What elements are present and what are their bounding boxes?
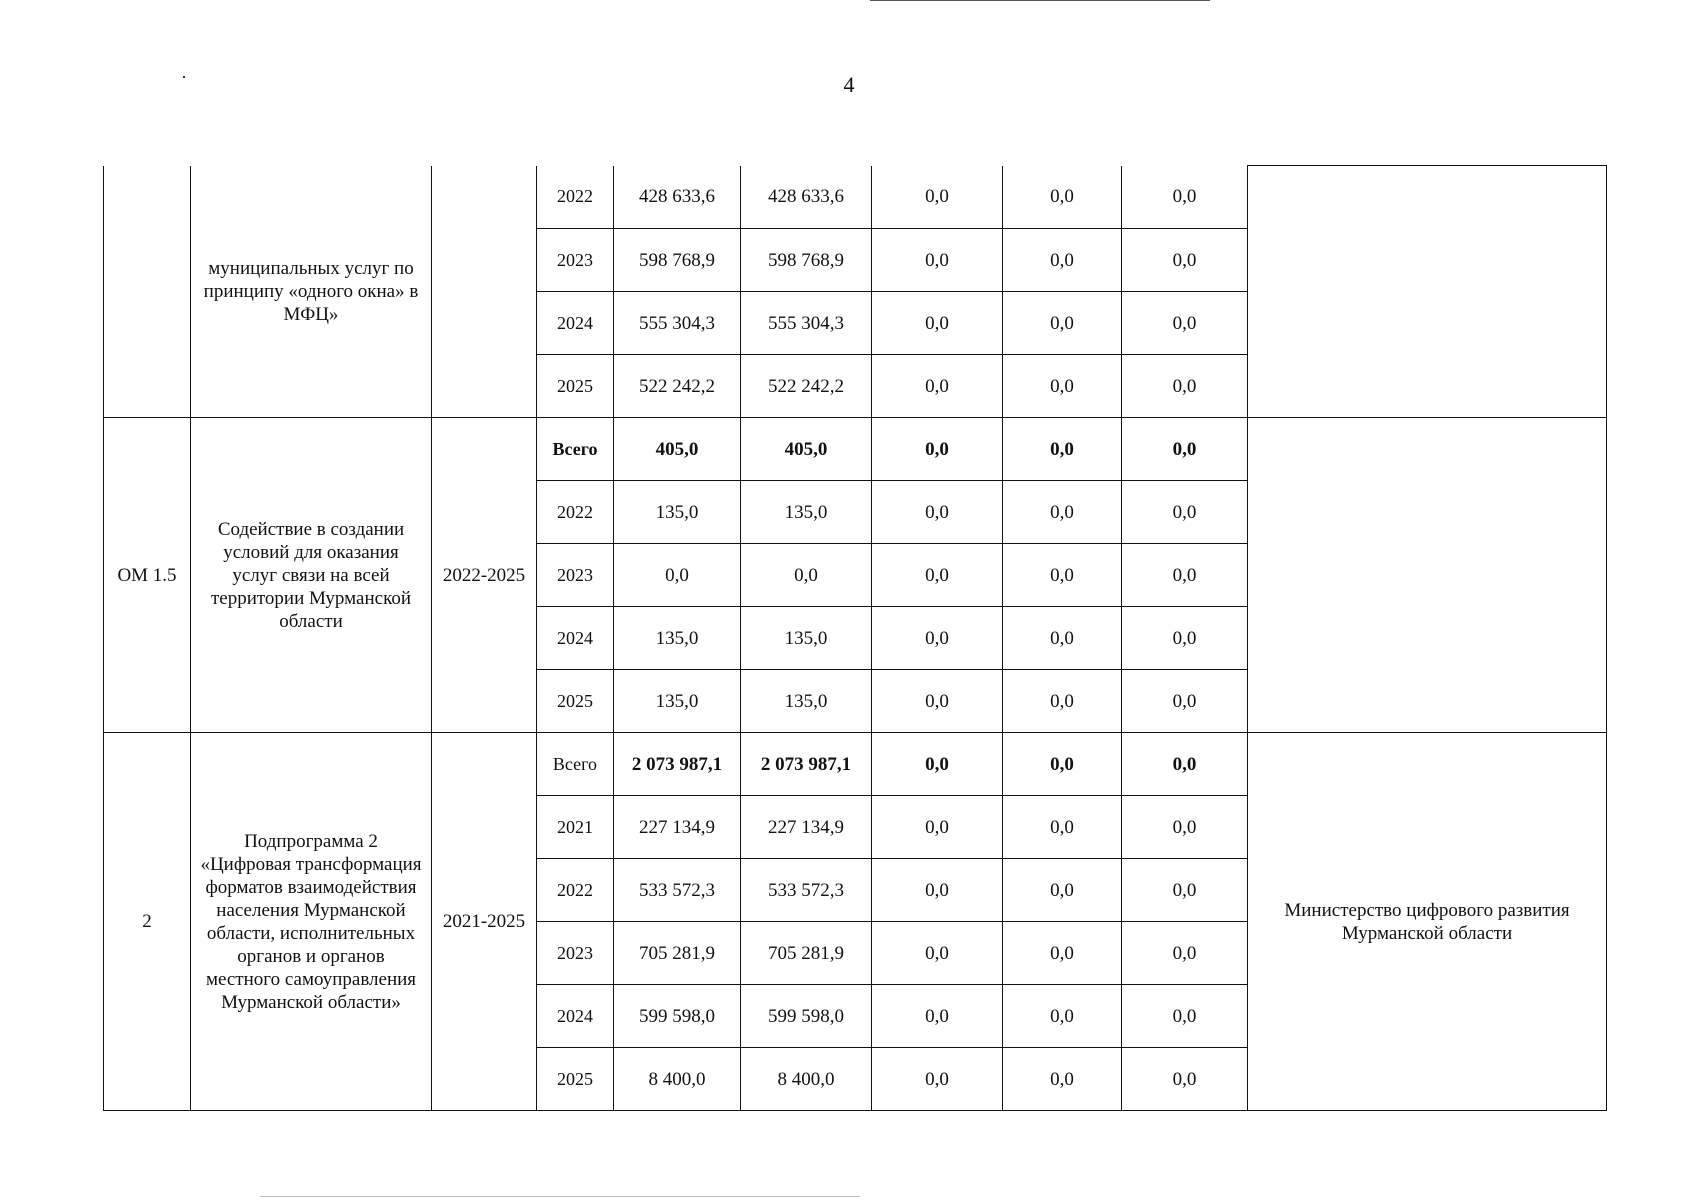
value-cell: 0,0 (1003, 922, 1122, 985)
year-cell: 2023 (537, 544, 614, 607)
scan-artifact-line (870, 0, 1210, 1)
value-cell: 0,0 (1122, 985, 1248, 1048)
value-cell: 428 633,6 (741, 166, 872, 229)
value-cell: 705 281,9 (741, 922, 872, 985)
value-cell: 428 633,6 (614, 166, 741, 229)
value-cell: 405,0 (614, 418, 741, 481)
row-name-cell: Подпрограмма 2 «Цифровая трансформация форматов взаимодействия населения Мурманской области, исполнительных органов и органов местного самоуправления Мурманской области» (191, 733, 432, 1111)
value-cell: 0,0 (1122, 733, 1248, 796)
value-cell: 0,0 (1003, 1048, 1122, 1111)
value-cell: 0,0 (872, 607, 1003, 670)
row-name-cell: муниципальных услуг по принципу «одного окна» в МФЦ» (191, 166, 432, 418)
scan-artifact-dash (260, 1196, 860, 1197)
value-cell: 0,0 (1003, 292, 1122, 355)
year-cell: 2023 (537, 229, 614, 292)
value-cell: 135,0 (614, 670, 741, 733)
value-cell: 135,0 (741, 607, 872, 670)
executor-cell (1248, 418, 1607, 733)
value-cell: 0,0 (1003, 607, 1122, 670)
value-cell: 0,0 (1003, 733, 1122, 796)
value-cell: 0,0 (1122, 544, 1248, 607)
year-cell: 2021 (537, 796, 614, 859)
value-cell: 0,0 (1003, 670, 1122, 733)
value-cell: 0,0 (1003, 985, 1122, 1048)
value-cell: 0,0 (1003, 544, 1122, 607)
value-cell: 0,0 (1122, 481, 1248, 544)
value-cell: 227 134,9 (614, 796, 741, 859)
value-cell: 405,0 (741, 418, 872, 481)
value-cell: 555 304,3 (741, 292, 872, 355)
value-cell: 0,0 (872, 985, 1003, 1048)
value-cell: 0,0 (1122, 1048, 1248, 1111)
value-cell: 522 242,2 (741, 355, 872, 418)
value-cell: 0,0 (741, 544, 872, 607)
year-cell: 2022 (537, 859, 614, 922)
value-cell: 0,0 (872, 544, 1003, 607)
table-row (104, 166, 1607, 229)
year-cell: Всего (537, 733, 614, 796)
value-cell: 705 281,9 (614, 922, 741, 985)
value-cell: 0,0 (1003, 418, 1122, 481)
value-cell: 0,0 (872, 292, 1003, 355)
value-cell: 0,0 (614, 544, 741, 607)
value-cell: 598 768,9 (741, 229, 872, 292)
year-cell: 2024 (537, 985, 614, 1048)
row-id-cell (104, 166, 191, 418)
year-cell: 2022 (537, 166, 614, 229)
value-cell: 135,0 (741, 670, 872, 733)
value-cell: 135,0 (614, 481, 741, 544)
page-number: 4 (843, 72, 855, 97)
executor-cell (1248, 166, 1607, 418)
value-cell: 0,0 (1122, 859, 1248, 922)
year-cell: 2022 (537, 481, 614, 544)
value-cell: 0,0 (1003, 481, 1122, 544)
budget-table (103, 165, 1607, 1111)
value-cell: 0,0 (1122, 292, 1248, 355)
value-cell: 0,0 (1122, 922, 1248, 985)
value-cell: 0,0 (872, 481, 1003, 544)
value-cell: 0,0 (872, 670, 1003, 733)
value-cell: 0,0 (872, 859, 1003, 922)
row-term-cell (432, 166, 537, 418)
year-cell: 2025 (537, 355, 614, 418)
value-cell: 0,0 (1122, 670, 1248, 733)
table-row-total (104, 733, 1607, 796)
row-term-cell: 2021-2025 (432, 733, 537, 1111)
value-cell: 0,0 (1122, 166, 1248, 229)
value-cell: 0,0 (1003, 166, 1122, 229)
value-cell: 0,0 (1003, 355, 1122, 418)
value-cell: 598 768,9 (614, 229, 741, 292)
row-id-cell: ОМ 1.5 (104, 418, 191, 733)
value-cell: 2 073 987,1 (741, 733, 872, 796)
value-cell: 0,0 (872, 166, 1003, 229)
table-row-total (104, 418, 1607, 481)
value-cell: 8 400,0 (614, 1048, 741, 1111)
value-cell: 0,0 (1122, 796, 1248, 859)
value-cell: 227 134,9 (741, 796, 872, 859)
value-cell: 0,0 (872, 355, 1003, 418)
row-term-cell: 2022-2025 (432, 418, 537, 733)
value-cell: 135,0 (614, 607, 741, 670)
executor-cell: Министерство цифрового развития Мурманской области (1248, 733, 1607, 1111)
value-cell: 0,0 (1122, 229, 1248, 292)
value-cell: 2 073 987,1 (614, 733, 741, 796)
value-cell: 0,0 (872, 733, 1003, 796)
value-cell: 135,0 (741, 481, 872, 544)
value-cell: 555 304,3 (614, 292, 741, 355)
year-cell: 2023 (537, 922, 614, 985)
value-cell: 0,0 (1003, 859, 1122, 922)
value-cell: 0,0 (1003, 796, 1122, 859)
year-cell: Всего (537, 418, 614, 481)
value-cell: 0,0 (872, 922, 1003, 985)
value-cell: 0,0 (872, 1048, 1003, 1111)
value-cell: 533 572,3 (741, 859, 872, 922)
row-name-cell: Содействие в создании условий для оказания услуг связи на всей территории Мурманской области (191, 418, 432, 733)
value-cell: 599 598,0 (614, 985, 741, 1048)
value-cell: 0,0 (872, 796, 1003, 859)
value-cell: 0,0 (1122, 355, 1248, 418)
row-id-cell: 2 (104, 733, 191, 1111)
year-cell: 2024 (537, 607, 614, 670)
year-cell: 2025 (537, 670, 614, 733)
year-cell: 2024 (537, 292, 614, 355)
value-cell: 0,0 (872, 229, 1003, 292)
value-cell: 533 572,3 (614, 859, 741, 922)
value-cell: 8 400,0 (741, 1048, 872, 1111)
value-cell: 0,0 (1122, 418, 1248, 481)
value-cell: 0,0 (872, 418, 1003, 481)
value-cell: 599 598,0 (741, 985, 872, 1048)
value-cell: 0,0 (1003, 229, 1122, 292)
year-cell: 2025 (537, 1048, 614, 1111)
value-cell: 522 242,2 (614, 355, 741, 418)
value-cell: 0,0 (1122, 607, 1248, 670)
